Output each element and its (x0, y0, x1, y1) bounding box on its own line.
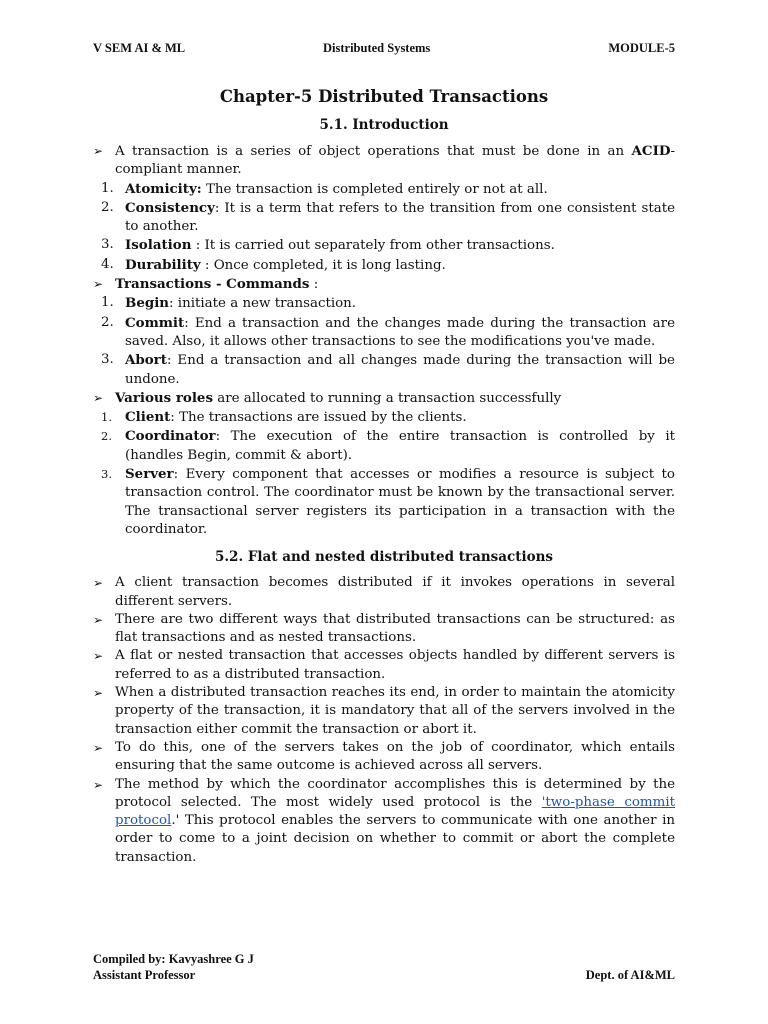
footer-department: Dept. of AI&ML (585, 968, 675, 982)
arrow-bullet-icon: ➢ (93, 740, 104, 755)
two-phase-commit-link[interactable]: 'two-phase commit protocol (115, 794, 675, 829)
document-body (93, 86, 675, 867)
list-item-acid: 3. Isolation : It is carried out separately from other transactions. (101, 237, 555, 254)
list-item-command: 1. Begin: initiate a new transaction. (101, 295, 357, 312)
chapter-title: Chapter-5 Distributed Transactions (219, 87, 549, 106)
list-item-acid: 2. Consistency: It is a term that refers to the transition from one consistent state to another. (101, 199, 675, 235)
bullet-transaction-definition: ➢ A transaction is a series of object operations that must be done in an ACID-compliant manner. (93, 143, 675, 178)
list-item-role: 2. Coordinator: The execution of the entire transaction is controlled by it (handles Begin, commit & abort). (101, 428, 675, 463)
page-footer (93, 952, 675, 988)
list-item-acid: 4. Durability : Once completed, it is long lasting. (101, 256, 446, 273)
list-item-command: 3. Abort: End a transaction and all changes made during the transaction will be undone. (101, 352, 675, 387)
header-semester: V SEM AI & ML (93, 41, 186, 55)
arrow-bullet-icon: ➢ (93, 612, 104, 627)
bullet-various-roles: ➢ Various roles are allocated to running a transaction successfully (93, 389, 562, 406)
arrow-bullet-icon: ➢ (93, 686, 104, 701)
bullet-distributed: ➢ A flat or nested transaction that accesses objects handled by different servers is referred to as a distributed transaction. (93, 648, 675, 682)
list-item-role: 3. Server: Every component that accesses or modifies a resource is subject to transaction control. The coordinator must be known by the transactional server. The transactional server registers its participation in a transaction with the coordinator. (101, 466, 675, 537)
footer-compiled-by: Compiled by: Kavyashree G J (93, 952, 254, 966)
header-module: MODULE-5 (608, 41, 675, 55)
arrow-bullet-icon: ➢ (93, 144, 104, 158)
bullet-distributed: ➢ There are two different ways that distributed transactions can be structured: as flat transactions and as nested transactions. (93, 611, 675, 646)
list-item-command: 2. Commit: End a transaction and the changes made during the transaction are saved. Also, it allows other transactions to see the modifications you've made. (101, 314, 675, 349)
section-heading-flat-nested: 5.2. Flat and nested distributed transactions (214, 549, 554, 566)
bullet-transaction-commands: ➢ Transactions - Commands : (93, 276, 319, 293)
list-item-role: 1. Client: The transactions are issued by the clients. (101, 409, 467, 426)
bullet-distributed: ➢ When a distributed transaction reaches its end, in order to maintain the atomicity property of the transaction, it is mandatory that all of the servers involved in the transaction either commit the transaction or abort it. (93, 685, 675, 737)
header-subject: Distributed Systems (323, 41, 431, 55)
bullet-distributed: ➢ The method by which the coordinator accomplishes this is determined by the protocol selected. The most widely used protocol is the 'two-phase commit protocol.' This protocol enables the servers to communicate with one another in order to come to a joint decision on whether to commit or abort the complete transaction. (93, 776, 675, 865)
arrow-bullet-icon: ➢ (93, 277, 104, 292)
arrow-bullet-icon: ➢ (93, 390, 104, 405)
footer-designation: Assistant Professor (93, 968, 196, 982)
list-item-acid: 1. Atomicity: The transaction is completed entirely or not at all. (101, 180, 548, 197)
arrow-bullet-icon: ➢ (93, 777, 104, 792)
section-heading-intro: 5.1. Introduction (319, 117, 449, 133)
arrow-bullet-icon: ➢ (93, 576, 104, 591)
arrow-bullet-icon: ➢ (93, 649, 104, 664)
bullet-distributed: ➢ A client transaction becomes distributed if it invokes operations in several different servers. (93, 575, 675, 609)
bullet-distributed: ➢ To do this, one of the servers takes on the job of coordinator, which entails ensuring that the same outcome is achieved across all servers. (93, 739, 675, 774)
